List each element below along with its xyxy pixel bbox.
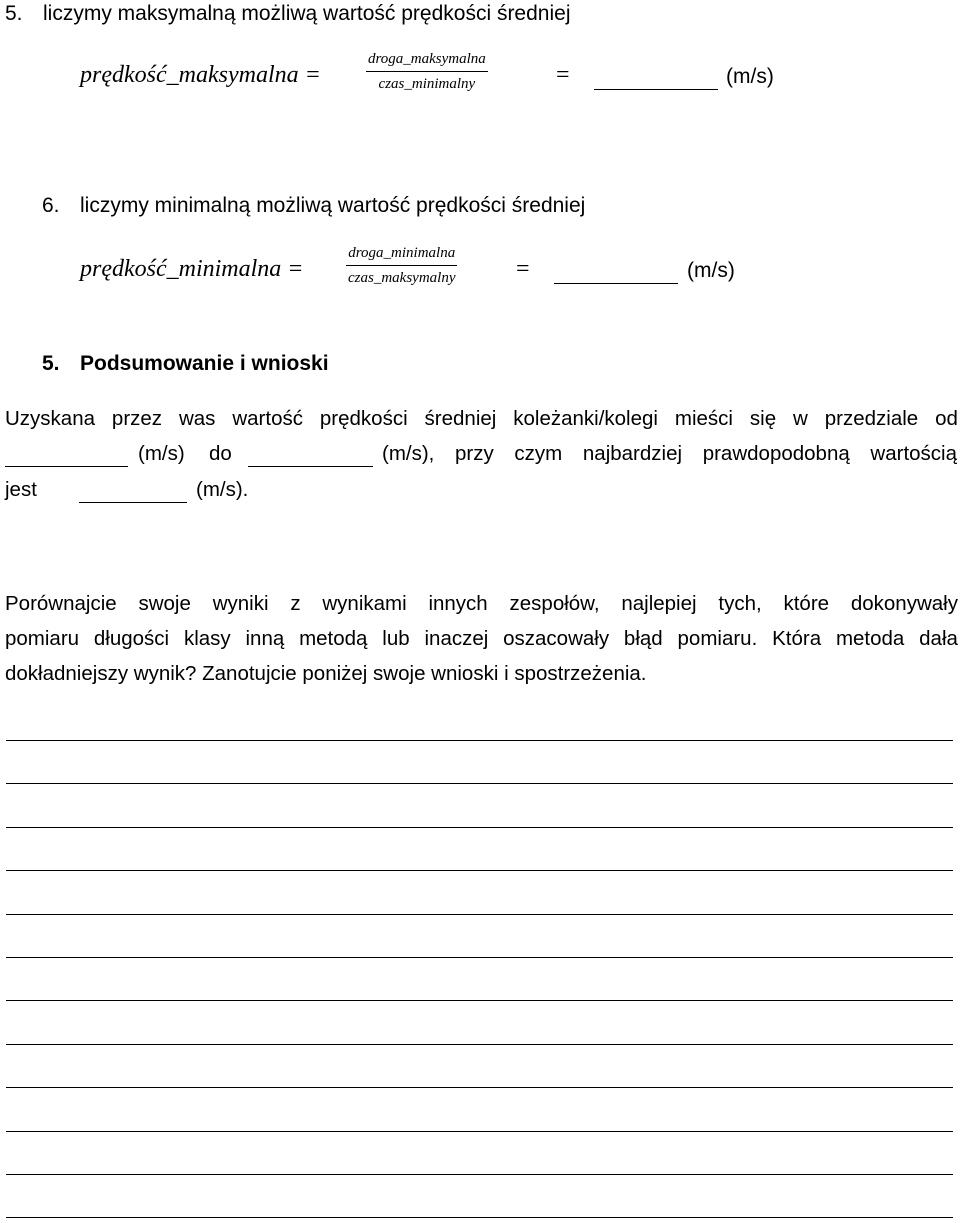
item-6-fraction [346, 245, 457, 287]
comparison-word: metodą [299, 627, 368, 650]
answer-line[interactable] [6, 740, 953, 741]
summary-word: przedziale [824, 407, 919, 430]
fraction-bar [346, 265, 457, 266]
comparison-line-1 [5, 592, 958, 616]
summary-word: w [793, 407, 808, 430]
comparison-word: Porównajcie [5, 592, 117, 615]
comparison-word: swoje [138, 592, 191, 615]
section-number: 5. [42, 352, 60, 375]
item-5-formula-lhs: prędkość_maksymalna = [80, 62, 321, 88]
item-5-fraction [366, 51, 488, 93]
item-5-answer-blank[interactable] [594, 89, 718, 90]
comparison-word: pomiaru [5, 627, 80, 650]
range-max-blank[interactable] [248, 466, 373, 467]
item-5-number: 5. [5, 2, 23, 25]
comparison-word: wyniki [212, 592, 269, 615]
answer-line[interactable] [6, 1044, 953, 1045]
summary-line-3 [0, 478, 960, 508]
item-6-numerator: droga_minimalna [348, 245, 456, 261]
item-6-heading [42, 194, 585, 218]
item-5-unit: (m/s) [726, 65, 774, 88]
word-do: do [209, 442, 232, 465]
comparison-line-2 [5, 627, 958, 651]
comparison-word: innych [428, 592, 488, 615]
summary-word: średniej [424, 407, 497, 430]
comparison-word: dała [919, 627, 958, 650]
summary-word: od [935, 407, 958, 430]
answer-line[interactable] [6, 870, 953, 871]
comparison-word: oszacowały [503, 627, 610, 650]
item-6-formula-lhs: prędkość_minimalna = [80, 256, 304, 282]
item-6-equals: = [516, 256, 530, 282]
answer-line[interactable] [6, 1174, 953, 1175]
answer-line[interactable] [6, 1217, 953, 1218]
summary-word: mieści [674, 407, 733, 430]
comparison-word: długości [93, 627, 170, 650]
item-5-numerator: droga_maksymalna [368, 51, 486, 67]
answer-line[interactable] [6, 1000, 953, 1001]
item-5-heading [5, 2, 570, 26]
summary-word: Uzyskana [5, 407, 96, 430]
answer-line[interactable] [6, 914, 953, 915]
comparison-word: wynikami [322, 592, 407, 615]
item-6-denominator: czas_maksymalny [348, 270, 456, 286]
comparison-word: Która [772, 627, 822, 650]
word-jest: jest [5, 478, 37, 501]
comparison-word: błąd [623, 627, 663, 650]
comparison-word: najlepiej [621, 592, 697, 615]
comparison-word: inaczej [424, 627, 489, 650]
comparison-word: pomiaru. [677, 627, 758, 650]
comparison-word: które [783, 592, 830, 615]
summary-line-1 [5, 407, 958, 431]
summary-word: koleżanki/kolegi [513, 407, 658, 430]
answer-line[interactable] [6, 1131, 953, 1132]
comparison-word: lub [382, 627, 410, 650]
probable-value-unit: (m/s). [196, 478, 249, 501]
summary-word: przez [111, 407, 163, 430]
item-6-number: 6. [42, 194, 60, 217]
answer-line[interactable] [6, 783, 953, 784]
comparison-line-3: dokładniejszy wynik? Zanotujcie poniżej swoje wnioski i spostrzeżenia. [5, 662, 647, 685]
comparison-word: klasy [183, 627, 231, 650]
summary-word: was [178, 407, 216, 430]
comparison-word: zespołów, [509, 592, 600, 615]
comparison-word: dokonywały [850, 592, 958, 615]
item-5-equals: = [556, 62, 570, 88]
summary-word: się [749, 407, 777, 430]
comparison-word: z [290, 592, 301, 615]
comparison-word: tych, [718, 592, 762, 615]
answer-line[interactable] [6, 827, 953, 828]
answer-line[interactable] [6, 1087, 953, 1088]
section-heading [42, 352, 329, 376]
summary-word: wartość [232, 407, 303, 430]
fraction-bar [366, 71, 488, 72]
summary-word: prędkości [319, 407, 408, 430]
answer-line[interactable] [6, 957, 953, 958]
item-5-text: liczymy maksymalną możliwą wartość prędkości średniej [43, 2, 571, 25]
range-min-unit: (m/s) [138, 442, 185, 465]
section-title: Podsumowanie i wnioski [80, 352, 329, 375]
item-6-text: liczymy minimalną możliwą wartość prędkości średniej [80, 194, 586, 217]
probable-value-blank[interactable] [79, 502, 187, 503]
item-5-denominator: czas_minimalny [378, 76, 476, 92]
summary-line-2 [0, 442, 960, 472]
comparison-word: inną [245, 627, 285, 650]
item-6-answer-blank[interactable] [554, 283, 678, 284]
comparison-word: metoda [835, 627, 905, 650]
range-min-blank[interactable] [5, 466, 128, 467]
item-6-unit: (m/s) [687, 259, 735, 282]
range-max-unit-tail: (m/s), przy czym najbardziej prawdopodobną wartością [382, 442, 957, 465]
